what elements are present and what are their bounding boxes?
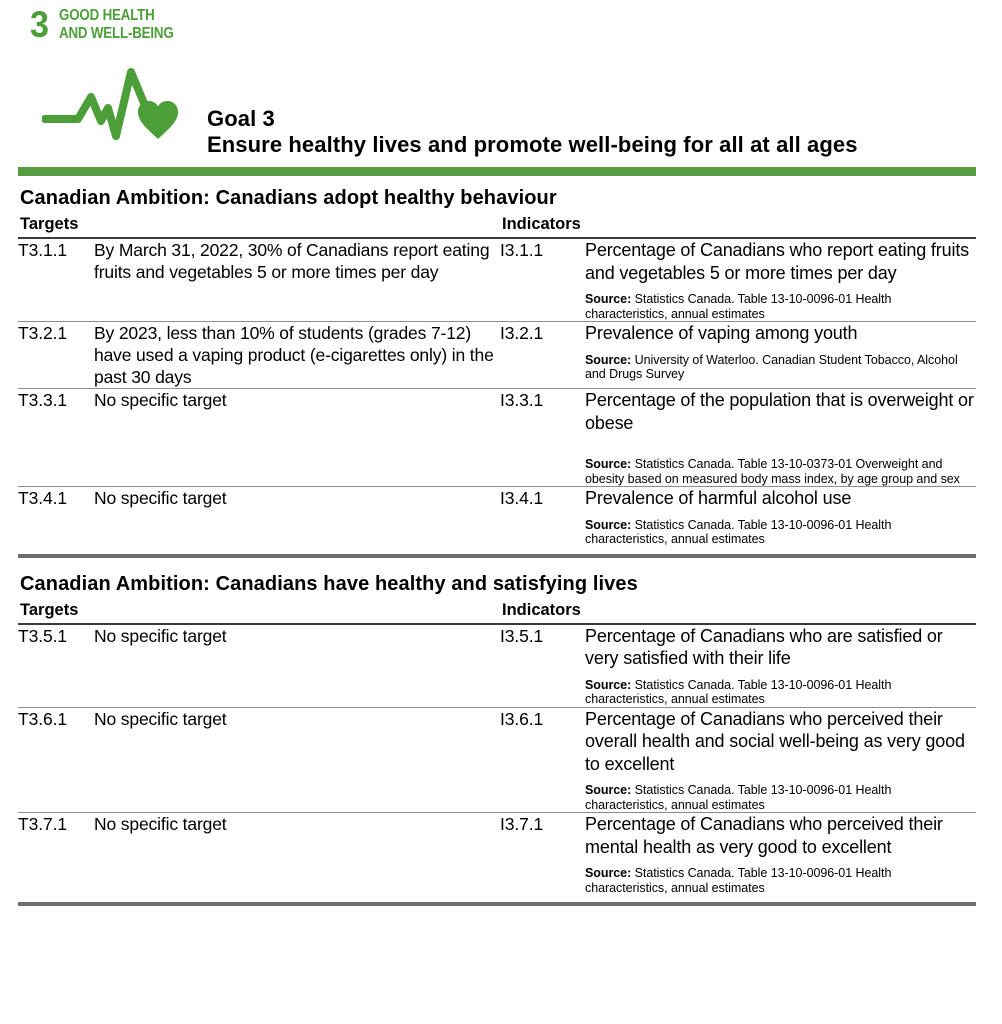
indicator-source [585,353,976,382]
target-code: T3.5.1 [18,625,68,646]
source-label: Source: [585,457,632,471]
tables-container [18,186,976,906]
indicator-text: Percentage of the population that is overweight or obese [585,390,974,433]
column-headers [18,215,976,239]
indicator-code: I3.1.1 [500,240,544,260]
source-text: Statistics Canada. Table 13-10-0096-01 Health characteristics, annual estimates [585,517,892,546]
column-headers [18,601,976,625]
indicator-source [585,678,976,707]
goal-description-label: Ensure healthy lives and promote well-being for all at all ages [207,132,858,157]
table-row [18,813,976,896]
indicator-code: I3.3.1 [500,390,544,410]
source-text: Statistics Canada. Table 13-10-0096-01 Health characteristics, annual estimates [585,866,892,895]
source-text: University of Waterloo. Canadian Student Tobacco, Alcohol and Drugs Survey [585,352,958,381]
indicator-text: Percentage of Canadians who perceived their overall health and social well-being as very good to excellent [585,708,965,774]
source-label: Source: [585,783,632,797]
table-row [18,389,976,487]
column-header-indicators: Indicators [502,600,581,619]
indicator-code: I3.7.1 [500,814,544,834]
target-code: T3.1.1 [18,240,68,260]
target-text: No specific target [94,625,227,646]
column-header-targets: Targets [20,600,79,619]
indicator-source [585,783,976,812]
table-row [18,322,976,389]
indicator-source [585,292,976,321]
indicator-source [585,518,976,547]
indicator-text: Percentage of Canadians who perceived their mental health as very good to excellent [585,814,943,857]
ambition-section-1 [18,186,976,558]
targets-indicators-table [18,625,976,896]
section-divider [18,554,976,558]
target-code: T3.7.1 [18,814,68,834]
goal-title-block [207,106,858,158]
sdg-logo-wordmark [30,6,200,43]
target-code: T3.3.1 [18,390,68,410]
source-label: Source: [585,677,632,692]
table-row [18,487,976,547]
target-text: No specific target [94,488,227,508]
table-row [18,625,976,708]
indicator-text: Percentage of Canadians who are satisfied or very satisfied with their life [585,625,943,668]
source-text: Statistics Canada. Table 13-10-0096-01 Health characteristics, annual estimates [585,677,892,706]
source-text: Statistics Canada. Table 13-10-0096-01 Health characteristics, annual estimates [585,292,892,321]
table-row [18,707,976,813]
source-text: Statistics Canada. Table 13-10-0096-01 Health characteristics, annual estimates [585,783,892,812]
sdg-title-line-2: AND WELL-BEING [58,25,174,42]
source-label: Source: [585,292,632,306]
ambition-section-2 [18,572,976,907]
target-text: By 2023, less than 10% of students (grades 7-12) have used a vaping product (e-cigarettes only) in the past 30 days [94,323,494,387]
sdg-title-line-1: GOOD HEALTH [58,7,155,24]
target-code: T3.6.1 [18,708,68,729]
goal-header [0,0,1002,170]
indicator-code: I3.6.1 [500,708,544,729]
target-text: By March 31, 2022, 30% of Canadians report eating fruits and vegetables 5 or more times per day [94,240,490,282]
indicator-code: I3.4.1 [500,488,544,508]
goal-number-label: Goal 3 [207,106,275,131]
sdg-goal-number: 3 [30,4,49,45]
sdg-logo-title [59,6,192,42]
target-code: T3.4.1 [18,488,68,508]
indicator-text: Percentage of Canadians who report eating fruits and vegetables 5 or more times per day [585,240,970,283]
source-label: Source: [585,352,632,367]
table-row [18,239,976,322]
indicator-source [585,866,976,895]
source-text: Statistics Canada. Table 13-10-0373-01 Overweight and obesity based on measured body mass index, by age group and sex [585,457,960,486]
green-divider-bar [18,167,976,176]
section-divider [18,902,976,906]
targets-indicators-table [18,239,976,547]
indicator-code: I3.2.1 [500,323,544,343]
source-label: Source: [585,866,632,880]
source-label: Source: [585,517,632,532]
column-header-targets: Targets [20,215,79,233]
ambition-heading: Canadian Ambition: Canadians adopt healthy behaviour [20,187,557,209]
indicator-text: Prevalence of vaping among youth [585,323,858,343]
ambition-heading: Canadian Ambition: Canadians have healthy and satisfying lives [20,572,638,595]
target-code: T3.2.1 [18,323,68,343]
sdg-goal-logo [30,6,200,156]
target-text: No specific target [94,814,227,834]
target-text: No specific target [94,390,227,410]
heartbeat-heart-icon [42,64,192,164]
indicator-code: I3.5.1 [500,625,544,646]
indicator-source [585,457,976,486]
column-header-indicators: Indicators [502,215,581,233]
target-text: No specific target [94,708,227,729]
indicator-text: Prevalence of harmful alcohol use [585,488,852,508]
